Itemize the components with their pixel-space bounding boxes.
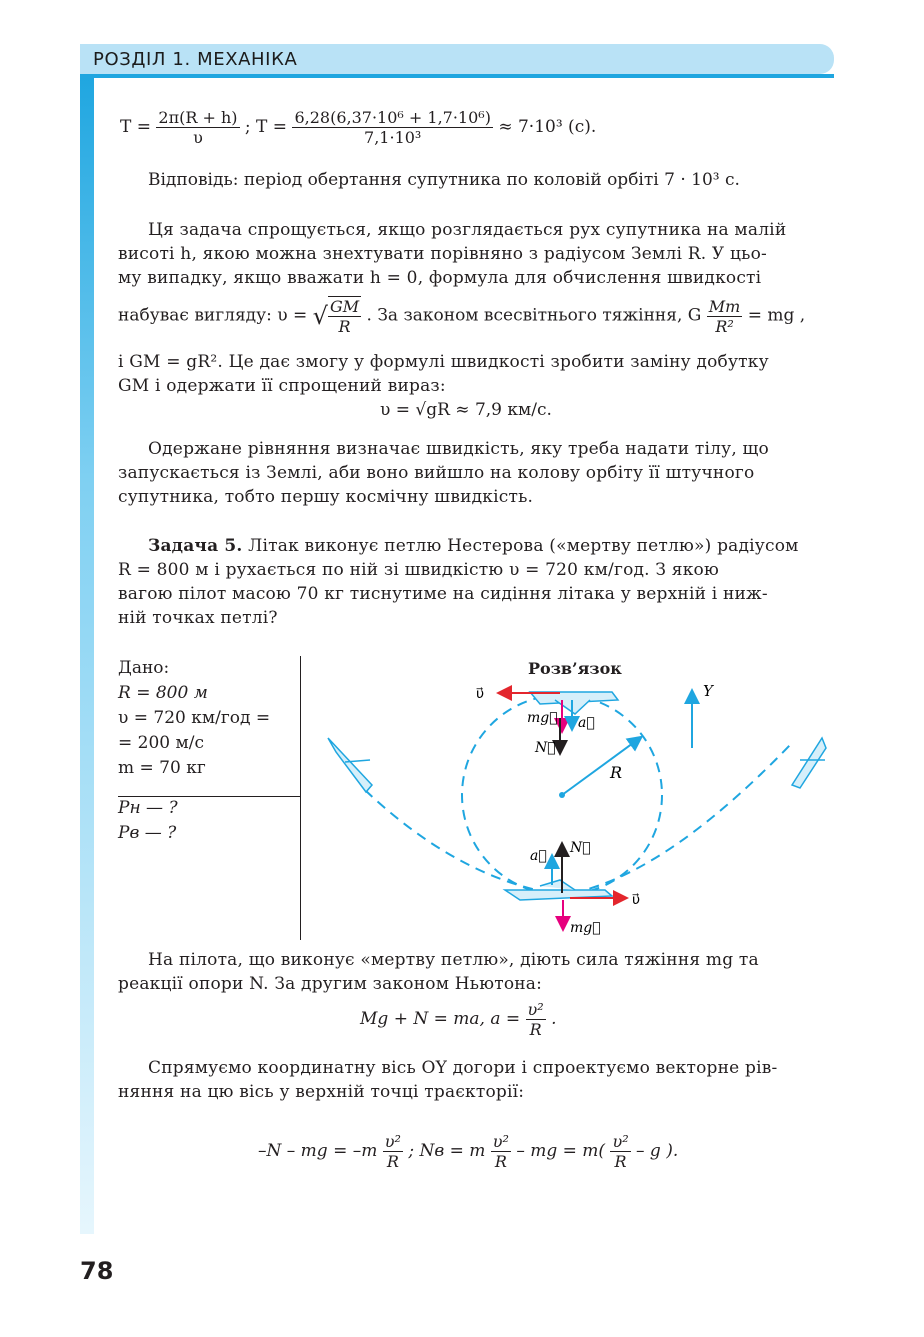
loop-diagram	[300, 650, 840, 945]
formula-newton	[360, 1000, 556, 1039]
paragraph-line: висоті h, якою можна знехтувати порівняно з радіусом Землі R. У цьо-	[118, 244, 767, 264]
denominator: R	[494, 1152, 507, 1171]
header-underline	[94, 74, 834, 78]
formula-text: ≈ 7·10³ (с).	[498, 117, 597, 137]
given-divider-horizontal	[118, 796, 301, 797]
formula-text: –N – mg = –m	[258, 1141, 378, 1161]
fraction	[491, 1132, 511, 1171]
fraction	[526, 1000, 546, 1039]
fraction	[610, 1132, 630, 1171]
given-block	[118, 656, 270, 846]
denominator: 7,1·10³	[364, 128, 422, 147]
gravity-top-label: mg⃗	[527, 710, 558, 726]
task-line	[118, 534, 834, 558]
formula-text: Mg + N = ma, a =	[360, 1009, 521, 1029]
gravity-bottom-label: mg⃗	[570, 920, 601, 936]
numerator: GM	[329, 297, 360, 316]
section-header	[80, 44, 834, 74]
given-item: = 200 м/с	[118, 733, 204, 753]
text: . За законом всесвітнього тяжіння, G	[366, 305, 702, 326]
formula-first-cosmic: υ = √gR ≈ 7,9 км/с.	[380, 400, 552, 420]
radius-arrow	[562, 738, 640, 795]
numerator: 2π(R + h)	[158, 108, 238, 127]
formula-text: – g ).	[636, 1141, 679, 1161]
numerator: υ²	[384, 1132, 401, 1151]
task-line: ній точках петлі?	[118, 608, 278, 628]
given-item: m = 70 кг	[118, 758, 206, 778]
paragraph-line: GM і одержати її спрощений вираз:	[118, 376, 446, 396]
task-line: R = 800 м і рухається по ній зі швидкістю υ = 720 км/год. З якою	[118, 560, 719, 580]
formula-period	[120, 108, 596, 147]
paragraph-line: запускається із Землі, аби воно вийшло на колову орбіту її штучного	[118, 463, 755, 483]
numerator: Mm	[708, 296, 741, 316]
denominator: υ	[193, 128, 203, 147]
velocity-bottom-label: υ⃗	[632, 892, 641, 908]
section-title: РОЗДІЛ 1. МЕХАНІКА	[93, 49, 298, 70]
page-number: 78	[80, 1257, 114, 1285]
sqrt-sign: √	[312, 302, 328, 330]
task-label: Задача 5.	[148, 536, 243, 556]
denominator: R	[529, 1020, 542, 1039]
fraction	[292, 108, 492, 147]
formula-velocity-line	[118, 296, 805, 336]
unknown-item: Pн — ?	[118, 798, 178, 818]
paragraph-line: і GM = gR². Це дає змогу у формулі швидкості зробити заміну добутку	[118, 352, 769, 372]
task-line: вагою пілот масою 70 кг тиснутиме на сидіння літака у верхній і ниж-	[118, 584, 768, 604]
paragraph-line: реакції опори N. За другим законом Ньютона:	[118, 974, 543, 994]
fraction	[156, 108, 239, 147]
solution-title: Розв’язок	[528, 659, 622, 678]
paragraph-line: му випадку, якщо вважати h = 0, формула для обчислення швидкості	[118, 268, 762, 288]
fraction	[328, 296, 361, 336]
velocity-top-label: υ⃗	[476, 686, 485, 702]
formula-text: ; T =	[244, 117, 288, 137]
y-axis-label: Y	[703, 682, 713, 700]
plane-right-icon	[792, 738, 826, 788]
answer-text: Відповідь: період обертання супутника по коловій орбіті 7 · 10³ с.	[148, 170, 740, 190]
fraction	[707, 297, 743, 336]
paragraph-line: На пілота, що виконує «мертву петлю», діють сила тяжіння mg та	[148, 950, 759, 970]
acceleration-bottom-label: a⃗	[530, 848, 547, 864]
formula-text: .	[551, 1009, 557, 1029]
formula-text: T =	[120, 117, 151, 137]
flight-path	[365, 745, 790, 895]
numerator: 6,28(6,37·10⁶ + 1,7·10⁶)	[294, 108, 491, 127]
denominator: R	[386, 1152, 399, 1171]
formula-text: ; Nв = m	[408, 1141, 486, 1161]
paragraph-line: Спрямуємо координатну вісь OY догори і спроектуємо векторне рів-	[148, 1058, 778, 1078]
numerator: υ²	[612, 1132, 629, 1151]
plane-left-icon	[328, 738, 372, 792]
fraction	[383, 1132, 403, 1171]
given-item: υ = 720 км/год =	[118, 708, 271, 728]
paragraph-line: Ця задача спрощується, якщо розглядається рух супутника на малій	[148, 220, 787, 240]
numerator: υ²	[527, 1000, 544, 1019]
text: = mg ,	[747, 305, 806, 326]
formula-text: – mg = m(	[516, 1141, 606, 1161]
task-text: Літак виконує петлю Нестерова («мертву петлю») радіусом	[242, 536, 799, 556]
paragraph-line: няння на цю вісь у верхній точці траєкторії:	[118, 1082, 525, 1102]
paragraph-line: супутника, тобто першу космічну швидкість.	[118, 487, 534, 507]
normal-bottom-label: N⃗	[570, 840, 591, 856]
unknown-item: Pв — ?	[118, 823, 177, 843]
side-decoration-bar	[80, 74, 94, 1234]
text: набуває вигляду: υ =	[118, 305, 308, 326]
formula-top-point	[258, 1132, 678, 1171]
normal-top-label: N⃗	[535, 740, 556, 756]
radius-label: R	[610, 763, 623, 782]
denominator: R²	[715, 316, 734, 336]
numerator: υ²	[492, 1132, 509, 1151]
acceleration-top-label: a⃗	[578, 715, 595, 731]
given-item: R = 800 м	[118, 683, 208, 703]
denominator: R	[614, 1152, 627, 1171]
paragraph-line: Одержане рівняння визначає швидкість, яку треба надати тілу, що	[148, 439, 769, 459]
given-title: Дано:	[118, 658, 170, 678]
denominator: R	[338, 317, 351, 336]
